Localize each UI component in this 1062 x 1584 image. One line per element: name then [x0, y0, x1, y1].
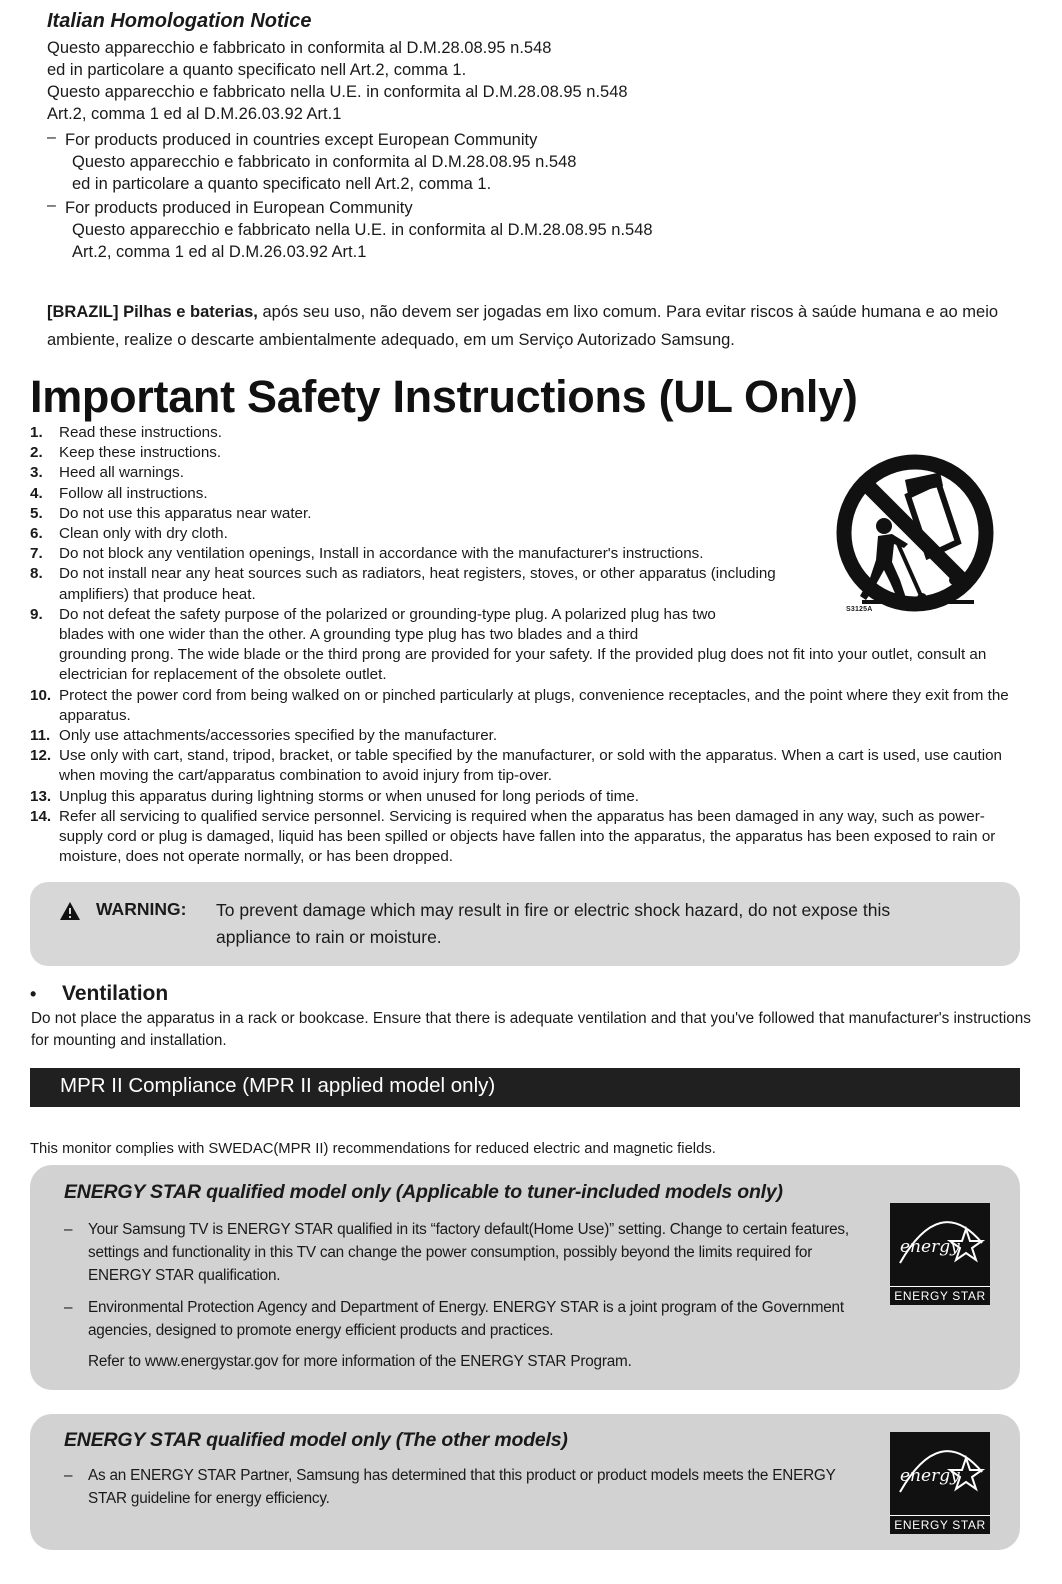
dash-marker: –: [64, 1299, 73, 1316]
instruction-text: Heed all warnings.: [59, 464, 184, 482]
instruction-text-continued: grounding prong. The wide blade or the third prong are provided for your safety. If the provided plug does not fit into your outlet, consult an electrician for replacement of the obsolete outlet.: [59, 646, 987, 684]
instruction-number: 9.: [30, 605, 43, 623]
italian-line: Questo apparecchio e fabbricato nella U.E. in conformita al D.M.28.08.95 n.548: [47, 83, 628, 101]
italian-item-heading: For products produced in European Community: [65, 199, 413, 217]
dash-marker: –: [64, 1221, 73, 1238]
energy-star-logo-script: energy: [900, 1237, 960, 1257]
ventilation-text: Do not place the apparatus in a rack or bookcase. Ensure that there is adequate ventilation and that you've followed that manufacturer's instructions for mounting and installation.: [31, 1010, 1031, 1049]
cart-tipover-warning-icon: [834, 452, 996, 614]
instruction-item: [28, 746, 1028, 786]
energy-star-item-text: Your Samsung TV is ENERGY STAR qualified in its “factory default(Home Use)” setting. Change to certain features, settings and functionality in this TV can change the power consumption, possibly beyond the limits required for ENERGY STAR qualification.: [88, 1221, 849, 1284]
energy-star-item: [64, 1218, 864, 1287]
italian-notice: [47, 8, 1047, 263]
instruction-item: [28, 423, 1028, 443]
instruction-item: [28, 807, 1028, 868]
energy-star-title: ENERGY STAR qualified model only (The other models): [64, 1429, 568, 1451]
instruction-number: 8.: [30, 565, 43, 583]
energy-star-box-tuner: [30, 1165, 1020, 1390]
instruction-number: 1.: [30, 424, 43, 441]
italian-line: Questo apparecchio e fabbricato in conformita al D.M.28.08.95 n.548: [47, 39, 552, 57]
instruction-number: 7.: [30, 545, 43, 563]
dash-marker: –: [47, 197, 56, 214]
instruction-text: Do not defeat the safety purpose of the polarized or grounding-type plug. A polarized plug has two blades with one wider than the other. A grounding type plug has two blades and a third: [59, 605, 716, 644]
brazil-notice-bold: [BRAZIL] Pilhas e baterias,: [47, 303, 258, 321]
warning-box: [30, 882, 1020, 966]
instruction-number: 11.: [30, 727, 51, 745]
energy-star-logo-caption: ENERGY STAR: [890, 1286, 990, 1303]
instruction-text: Keep these instructions.: [59, 444, 222, 462]
instruction-item: [28, 605, 1028, 686]
energy-star-title: ENERGY STAR qualified model only (Applicable to tuner-included models only): [64, 1181, 783, 1203]
italian-item-line: ed in particolare a quanto specificato nell Art.2, comma 1.: [72, 175, 492, 193]
energy-star-refer: [64, 1350, 864, 1373]
instruction-number: 14.: [30, 807, 52, 825]
mpr-text: This monitor complies with SWEDAC(MPR II) recommendations for reduced electric and magnetic fields.: [30, 1141, 716, 1157]
instruction-text: Refer all servicing to qualified service personnel. Servicing is required when the apparatus has been damaged in any way, such as power-supply cord or plug is damaged, liquid has been spilled or objects have fallen into the apparatus, the apparatus has been exposed to rain or moisture, does not operate normally, or has been dropped.: [59, 807, 996, 866]
instruction-number: 2.: [30, 444, 43, 462]
warning-text: To prevent damage which may result in fire or electric shock hazard, do not expose this appliance to rain or moisture.: [216, 900, 891, 947]
energy-star-refer-text: Refer to www.energystar.gov for more information of the ENERGY STAR Program.: [88, 1353, 632, 1370]
instruction-item: [28, 787, 1028, 807]
italian-item-eu: [47, 197, 1047, 263]
italian-item-line: Questo apparecchio e fabbricato nella U.E. in conformita al D.M.28.08.95 n.548: [72, 221, 653, 239]
italian-item-heading: For products produced in countries except European Community: [65, 131, 538, 149]
italian-item-line: Art.2, comma 1 ed al D.M.26.03.92 Art.1: [72, 243, 367, 261]
warning-label: WARNING:: [96, 899, 187, 919]
instruction-number: 3.: [30, 464, 43, 482]
instruction-text: Clean only with dry cloth.: [59, 525, 228, 543]
instruction-number: 4.: [30, 484, 43, 502]
energy-star-item-text: As an ENERGY STAR Partner, Samsung has determined that this product or product models meets the ENERGY STAR guideline for energy efficiency.: [88, 1467, 836, 1507]
italian-line: Art.2, comma 1 ed al D.M.26.03.92 Art.1: [47, 105, 342, 123]
instruction-text: Unplug this apparatus during lightning storms or when unused for long periods of time.: [59, 787, 639, 805]
mpr-heading-bar: [30, 1068, 1020, 1107]
dash-marker: –: [47, 129, 56, 146]
energy-star-item: [64, 1296, 864, 1342]
energy-star-list: [64, 1218, 864, 1382]
energy-star-logo: [890, 1203, 990, 1305]
instruction-text: Protect the power cord from being walked on or pinched particularly at plugs, convenience receptacles, and the point where they exit from the apparatus.: [59, 686, 1009, 724]
energy-star-list: [64, 1464, 864, 1519]
energy-star-item: [64, 1464, 864, 1510]
brazil-notice: [47, 298, 1052, 354]
warning-triangle-icon: [60, 902, 80, 920]
italian-item-line: Questo apparecchio e fabbricato in conformita al D.M.28.08.95 n.548: [72, 153, 577, 171]
instruction-text: Do not install near any heat sources such as radiators, heat registers, stoves, or other apparatus (including amplifiers) that produce heat.: [59, 565, 776, 603]
italian-notice-title: Italian Homologation Notice: [47, 10, 312, 32]
energy-star-logo: [890, 1432, 990, 1534]
instruction-number: 5.: [30, 504, 43, 522]
energy-star-box-other: [30, 1414, 1020, 1550]
instruction-item: [28, 726, 1028, 746]
instruction-number: 6.: [30, 525, 43, 543]
energy-star-logo-script: energy: [900, 1466, 960, 1486]
instruction-text: Only use attachments/accessories specified by the manufacturer.: [59, 727, 498, 745]
italian-line: ed in particolare a quanto specificato nell Art.2, comma 1.: [47, 61, 467, 79]
instruction-number: 10.: [30, 686, 52, 704]
cart-icon-code: S3125A: [846, 606, 873, 613]
instruction-text: Do not block any ventilation openings, Install in accordance with the manufacturer's instructions.: [59, 545, 704, 563]
mpr-title: MPR II Compliance (MPR II applied model only): [60, 1074, 496, 1097]
energy-star-item-text: Environmental Protection Agency and Department of Energy. ENERGY STAR is a joint program of the Government agencies, designed to promote energy efficient products and practices.: [88, 1299, 844, 1339]
ventilation-heading: [30, 980, 168, 1008]
ventilation-title: Ventilation: [62, 982, 169, 1005]
instruction-number: 12.: [30, 747, 52, 765]
page-title: Important Safety Instructions (UL Only): [30, 371, 858, 422]
italian-item-non-eu: [47, 129, 1047, 195]
instruction-text: Do not use this apparatus near water.: [59, 504, 312, 522]
energy-star-logo-caption: ENERGY STAR: [890, 1515, 990, 1532]
instruction-text: Follow all instructions.: [59, 484, 208, 502]
instruction-number: 13.: [30, 787, 52, 805]
instruction-item: [28, 686, 1028, 726]
bullet-icon: •: [30, 984, 37, 1004]
dash-marker: –: [64, 1467, 73, 1484]
instruction-text: Use only with cart, stand, tripod, bracket, or table specified by the manufacturer, or sold with the apparatus. When a cart is used, use caution when moving the cart/apparatus combination to avoid injury from tip-over.: [59, 747, 1002, 785]
brazil-notice-text: após seu uso, não devem ser jogadas em lixo comum. Para evitar riscos à saúde humana e ao meio ambiente, realize o descarte ambientalmente adequado, em um Serviço Autorizado Samsung.: [47, 303, 999, 349]
instruction-text: Read these instructions.: [59, 424, 222, 441]
